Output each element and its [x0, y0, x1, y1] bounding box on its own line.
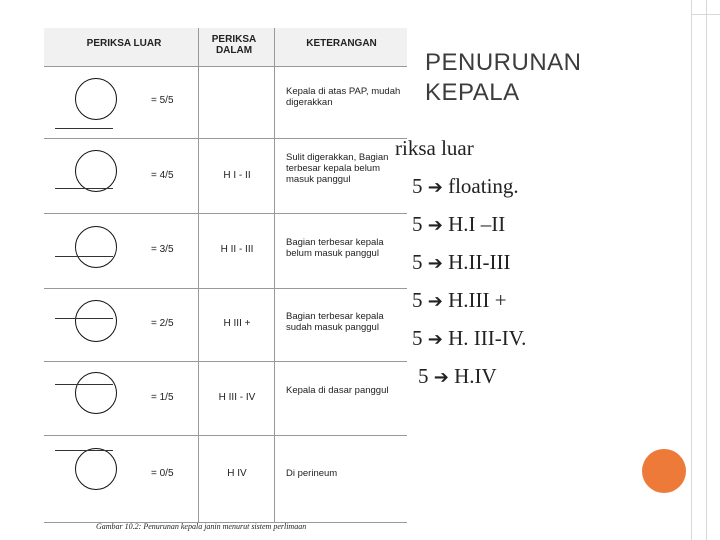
bullet-prefix: 5 — [412, 326, 423, 350]
row-keterangan: Kepala di dasar panggul — [286, 385, 389, 396]
bullet-prefix: 5 — [412, 212, 423, 236]
figure-caption: Gambar 10.2: Penurunan kepala janin menurut sistem perlimaan — [96, 522, 307, 531]
bullet-item — [395, 324, 695, 362]
arrow-icon: ➔ — [433, 367, 449, 388]
bullet-item — [395, 248, 695, 286]
header-keterangan: KETERANGAN — [306, 38, 377, 49]
bullet-text: H.III + — [448, 288, 507, 312]
bullet-list — [395, 134, 695, 400]
bullet-prefix: riksa luar — [395, 136, 474, 160]
row-keterangan: Kepala di atas PAP, mudah digerakkan — [286, 86, 401, 108]
column-divider — [198, 28, 199, 522]
bullet-text: H.II-III — [448, 250, 511, 274]
bullet-text: H.IV — [454, 364, 497, 388]
pelvic-brim-line — [55, 188, 113, 189]
slide-frame-top-line — [691, 14, 720, 15]
title-line: KEPALA — [425, 79, 520, 106]
pelvic-brim-line — [55, 128, 113, 129]
row-divider — [44, 361, 407, 362]
bullet-prefix: 5 — [412, 174, 423, 198]
row-fraction: = 2/5 — [151, 318, 174, 329]
row-periksa-dalam: H III + — [223, 318, 251, 329]
row-keterangan: Sulit digerakkan, Bagian terbesar kepala belum masuk panggul — [286, 152, 389, 185]
bullet-item — [395, 210, 695, 248]
arrow-icon: ➔ — [427, 215, 443, 236]
bullet-text: floating. — [448, 174, 519, 198]
header-periksa-dalam: PERIKSA DALAM — [211, 34, 257, 56]
row-fraction: = 1/5 — [151, 392, 174, 403]
pelvic-brim-line — [55, 318, 113, 319]
pelvic-brim-line — [55, 450, 113, 451]
column-divider — [274, 28, 275, 522]
row-periksa-dalam: H II - III — [220, 244, 254, 255]
row-divider — [44, 213, 407, 214]
fetal-head-circle — [75, 78, 117, 120]
pelvic-brim-line — [55, 256, 113, 257]
bullet-item — [395, 286, 695, 324]
row-fraction: = 5/5 — [151, 95, 174, 106]
bullet-prefix: 5 — [412, 250, 423, 274]
arrow-icon: ➔ — [427, 177, 443, 198]
bullet-text: H. III-IV. — [448, 326, 527, 350]
row-fraction: = 4/5 — [151, 170, 174, 181]
row-divider — [44, 66, 407, 67]
header-periksa-luar: PERIKSA LUAR — [86, 38, 162, 49]
bullet-prefix: 5 — [412, 288, 423, 312]
row-fraction: = 3/5 — [151, 244, 174, 255]
decorative-orange-dot — [642, 449, 686, 493]
bullet-prefix: 5 — [418, 364, 429, 388]
fetal-head-circle — [75, 372, 117, 414]
row-keterangan: Bagian terbesar kepala belum masuk panggul — [286, 237, 384, 259]
fetal-head-circle — [75, 300, 117, 342]
bullet-item — [395, 362, 695, 400]
row-keterangan: Bagian terbesar kepala sudah masuk panggul — [286, 311, 384, 333]
slide-frame-right-line — [706, 0, 707, 540]
row-divider — [44, 435, 407, 436]
fetal-head-circle — [75, 448, 117, 490]
pelvic-brim-line — [55, 384, 113, 385]
figure-image — [44, 28, 407, 538]
row-divider — [44, 288, 407, 289]
row-periksa-dalam: H IV — [227, 468, 247, 479]
fetal-head-circle — [75, 150, 117, 192]
bullet-text: H.I –II — [448, 212, 506, 236]
row-divider — [44, 138, 407, 139]
slide-title — [425, 48, 665, 108]
fetal-head-circle — [75, 226, 117, 268]
row-keterangan: Di perineum — [286, 468, 338, 479]
bullet-item — [395, 172, 695, 210]
bullet-item — [395, 134, 695, 172]
row-periksa-dalam: H III - IV — [218, 392, 256, 403]
arrow-icon: ➔ — [427, 329, 443, 350]
row-periksa-dalam: H I - II — [223, 170, 251, 181]
arrow-icon: ➔ — [427, 253, 443, 274]
title-line: PENURUNAN — [425, 49, 582, 76]
row-fraction: = 0/5 — [151, 468, 174, 479]
arrow-icon: ➔ — [427, 291, 443, 312]
